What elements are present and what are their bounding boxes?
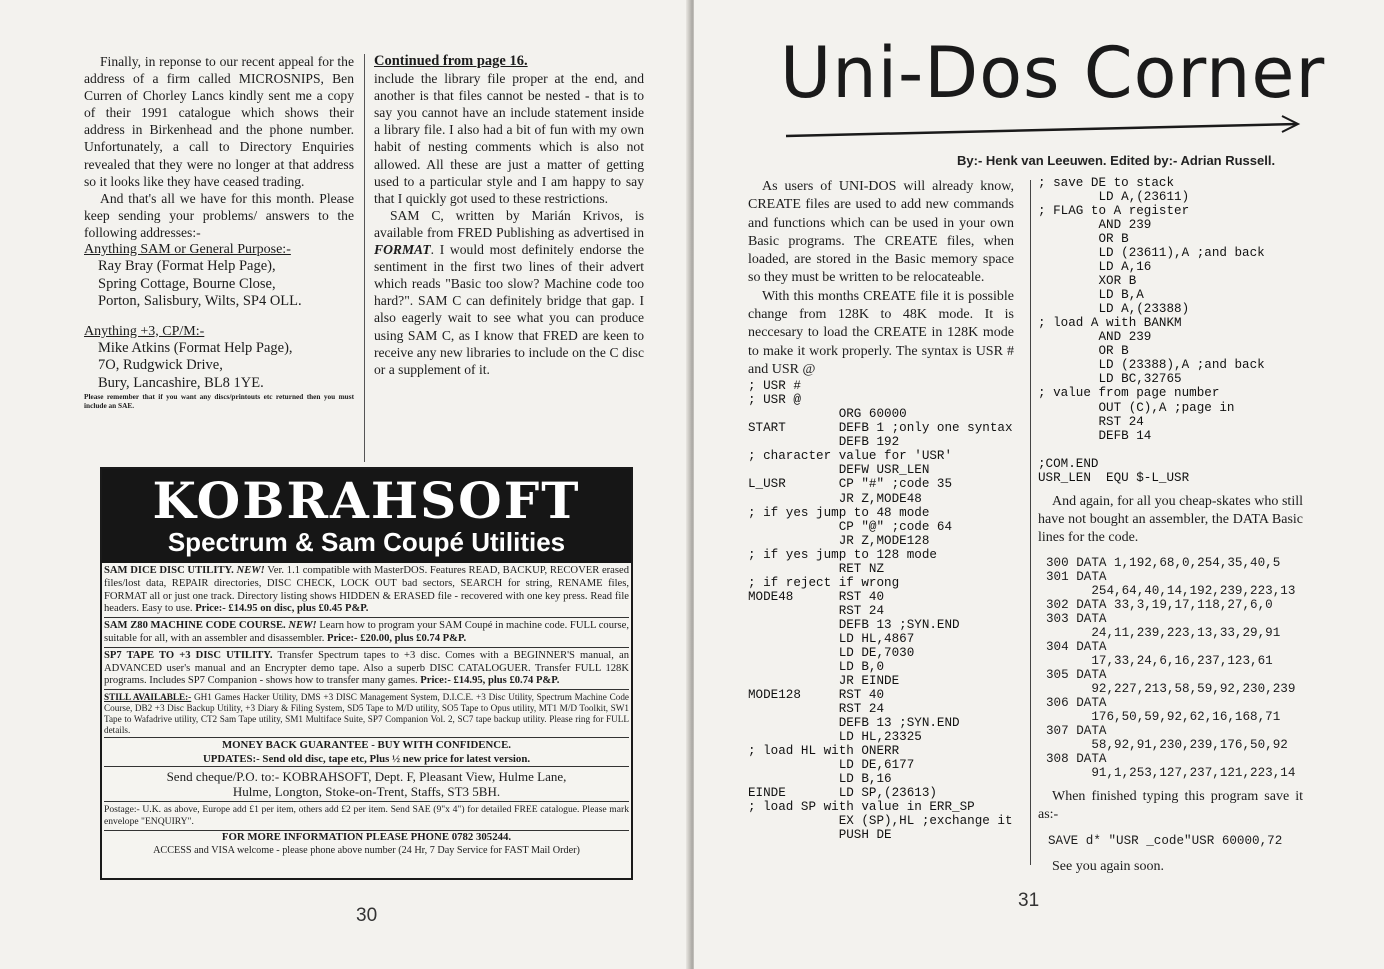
column-divider	[364, 54, 365, 462]
continued-paragraph: include the library file proper at the end, and another is that files cannot be nested - that is to say you cannot have an include statement inside a library file. I also had a bit of fun with my own habit of nesting comments which is also not allowed. All these are just a matter of getting used to a particular style and I am happy to say that I quickly got used to these restrictions.	[374, 71, 644, 206]
product-name: SAM Z80 MACHINE CODE COURSE.	[104, 620, 286, 632]
still-available-list: GH1 Games Hacker Utility, DMS +3 DISC Management System, D.I.C.E. +3 Disc Utility, Spectrum Machine Code Course, DB2 +3 Disc Backup Utility, +3 Diary & Filing System, SD5 Tape to M/D utility, SO5 Tape to Opus utility, MT1 M/D Toolkit, SW1 Tape to Wafadrive utility, CT2 Sam Tape utility, SM1 Multiface Suite, SP7 Companion Vol. 2, SC7 tape backup utility. Please ring for FULL details.	[104, 692, 629, 736]
new-flag: NEW!	[236, 565, 265, 576]
advert-subtitle: Spectrum & Sam Coupé Utilities	[167, 527, 566, 557]
sam-c-text-b: . I would most definitely endorse the sentiment in the first two lines of their advert which reads "Basic too slow? Machine code too hard?". SAM C can definitely bridge that gap. I also eagerly wait to see what you can produce using SAM C, as I know that FRED are keen to receive any new libraries to include on the C disc or a supplement of it.	[374, 242, 644, 377]
product-price: Price:- £14.95, plus £0.74 P&P.	[417, 675, 560, 687]
save-command: SAVE d* "USR _code"USR 60000,72	[1048, 834, 1283, 849]
page-number: 31	[1018, 890, 1040, 911]
save-intro: When finished typing this program save it as:-	[1038, 788, 1303, 822]
phone-line: FOR MORE INFORMATION PLEASE PHONE 0782 305244.	[221, 831, 512, 844]
product-name: SAM DICE DISC UTILITY.	[104, 565, 234, 576]
product-item	[104, 618, 629, 648]
kobrahsoft-advert	[100, 467, 633, 880]
sae-note: Please remember that if you want any discs/printouts etc returned then you must include an SAE.	[84, 392, 354, 411]
advert-banner	[102, 469, 631, 563]
page-title: Uni-Dos Corner	[780, 32, 1326, 114]
order-address-line: Send cheque/P.O. to:- KOBRAHSOFT, Dept. F, Pleasant View, Hulme Lane,	[166, 769, 567, 785]
title-underline-swoosh	[782, 112, 1302, 142]
data-lines-intro: And again, for all you cheap-skates who still have not bought an assembler, the DATA Basic lines for the code.	[1038, 493, 1303, 546]
address-line: Spring Cottage, Bourne Close,	[98, 275, 276, 292]
assembler-listing: ; USR # ; USR @ ORG 60000 START DEFB 1 ;only one syntax DEFB 192 ; character value for 'USR' DEFW USR_LEN L_USR CP "#" ;code 35 JR Z,MODE48 ; if yes jump to 48 mode CP "@" ;code 64 JR Z,MODE128 ; if yes jump to 128 mode RET NZ ; if reject if wrong MODE48 RST 40 RST 24 DEFB 13 ;SYN.END LD HL,4867 LD DE,7030 LD B,0 JR EINDE MODE128 RST 40 RST 24 DEFB 13 ;SYN.END LD HL,23325 ; load HL with ONERR LD DE,6177 LD B,16 EINDE LD SP,(23613) ; load SP with value in ERR_SP EX (SP),HL ;exchange it PUSH DE	[748, 379, 1013, 843]
product-item	[104, 563, 629, 618]
closing-paragraph: And that's all we have for this month. Please keep sending your problems/ answers to the following addresses:-	[84, 190, 354, 240]
article-column-2	[1038, 176, 1303, 877]
advert-brand: KOBRAHSOFT	[152, 471, 581, 530]
still-available-heading: STILL AVAILABLE:-	[104, 692, 192, 703]
guarantee-line: MONEY BACK GUARANTEE - BUY WITH CONFIDENCE.	[221, 739, 512, 752]
intro-paragraph: As users of UNI-DOS will already know, CREATE files are used to add new commands and functions which can be used in your own Basic programs. The CREATE files, when loaded, are stored in the Basic memory space so they must be written to be relocateable.	[748, 179, 1014, 286]
sam-address	[84, 258, 354, 311]
sam-address-heading: Anything SAM or General Purpose:-	[84, 242, 291, 258]
column-divider	[1030, 180, 1031, 865]
plus3-address-heading: Anything +3, CP/M:-	[84, 323, 205, 339]
still-available	[104, 690, 629, 738]
product-desc: Learn how to program your SAM Coupé in machine code. FULL course, suitable for all, with an assembler and disassembler.	[104, 620, 629, 644]
byline: By:- Henk van Leeuwen. Edited by:- Adrian Russell.	[957, 153, 1276, 168]
updates-line: UPDATES:- Send old disc, tape etc, Plus ½ new price for latest version.	[104, 752, 629, 767]
product-name: SP7 TAPE TO +3 DISC UTILITY.	[104, 649, 273, 661]
article-column-1	[748, 178, 1014, 842]
product-price: Price:- £14.95 on disc, plus £0.45 P&P.	[192, 603, 369, 615]
address-line: Bury, Lancashire, BL8 1YE.	[98, 374, 264, 391]
syntax-paragraph: With this months CREATE file it is possible change from 128K to 48K mode. It is neccesary to load the CREATE in 128K mode to make it work properly. The syntax is USR # and USR @	[748, 288, 1014, 377]
page-number: 30	[356, 905, 378, 926]
product-desc: Ver. 1.1 compatible with MasterDOS. Features READ, BACKUP, RECOVER erased files/lost data, REPAIR directories, DISC CHECK, LOCK OUT bad sectors, SEARCH for string, RENAME files, FORMAT all or just one track. Directory listing shows HIDDEN & ERASED file - recovered with one key press. Read file headers. Easy to use.	[104, 565, 630, 615]
postage-line: Postage:- U.K. as above, Europe add £1 per item, others add £2 per item. Send SAE (9"x 4") for detailed FREE catalogue. Please mark envelope "ENQUIRY".	[104, 802, 629, 831]
assembler-listing-continued: ; save DE to stack LD A,(23611) ; FLAG to A register AND 239 OR B LD (23611),A ;and back LD A,16 XOR B LD B,A LD A,(23388) ; load A with BANKM AND 239 OR B LD (23388),A ;and back LD BC,32765 ; value from page number OUT (C),A ;page in RST 24 DEFB 14 ;COM.END USR_LEN EQU $-L_USR	[1038, 176, 1265, 485]
order-address	[104, 767, 629, 802]
product-price: Price:- £20.00, plus £0.74 P&P.	[324, 632, 467, 644]
sign-off: See you again soon.	[1052, 859, 1164, 875]
continued-heading: Continued from page 16.	[374, 53, 528, 69]
format-magazine-name: FORMAT	[374, 242, 431, 258]
address-line: 7O, Rudgwick Drive,	[98, 357, 223, 374]
address-line: Ray Bray (Format Help Page),	[98, 258, 276, 275]
address-line: Mike Atkins (Format Help Page),	[98, 339, 293, 356]
order-address-line: Hulme, Longton, Stoke-on-Trent, Staffs, ST3 5BH.	[232, 784, 501, 800]
product-item	[104, 648, 629, 690]
product-desc: Transfer Spectrum tapes to +3 disc. Comes with a BEGINNER'S manual, an ADVANCED user's manual and an Encrypter demo tape. Also a superb DISC CATALOGUER. Transfer FULL 128K programs. Includes SP7 Companion - shows how to transfer many games.	[104, 649, 630, 687]
sam-c-paragraph	[374, 207, 644, 378]
letters-column	[84, 53, 354, 410]
access-visa-line: ACCESS and VISA welcome - please phone above number (24 Hr, 7 Day Service for FAST Mail Order)	[153, 845, 580, 857]
address-line: Porton, Salisbury, Wilts, SP4 OLL.	[98, 293, 302, 310]
advert-body	[102, 563, 631, 857]
new-flag: NEW!	[288, 620, 317, 632]
right-page	[694, 0, 1384, 969]
continued-column	[374, 53, 644, 378]
basic-data-lines: 300 DATA 1,192,68,0,254,35,40,5 301 DATA 254,64,40,14,192,239,223,13 302 DATA 33,3,19,17,118,27,6,0 303 DATA 24,11,239,223,13,33,29,91 304 DATA 17,33,24,6,16,237,123,61 305 DATA 92,227,213,58,59,92,230,239 306 DATA 176,50,59,92,62,16,168,71 307 DATA 58,92,91,230,239,176,50,92 308 DATA 91,1,253,127,237,121,223,14	[1046, 555, 1296, 780]
left-page	[0, 0, 690, 969]
sam-c-text-a: SAM C, written by Marián Krivos, is available from FRED Publishing as advertised in	[374, 207, 644, 240]
microsnips-paragraph: Finally, in reponse to our recent appeal for the address of a firm called MICROSNIPS, Ben Curren of Chorley Lancs kindly sent me a copy of their 1991 catalogue which shows their address in Birkenhead and the phone number. Unfortunately, a call to Directory Enquiries revealed that they were no longer at that address so it looks like they have ceased trading.	[84, 54, 354, 189]
plus3-address	[84, 340, 354, 393]
